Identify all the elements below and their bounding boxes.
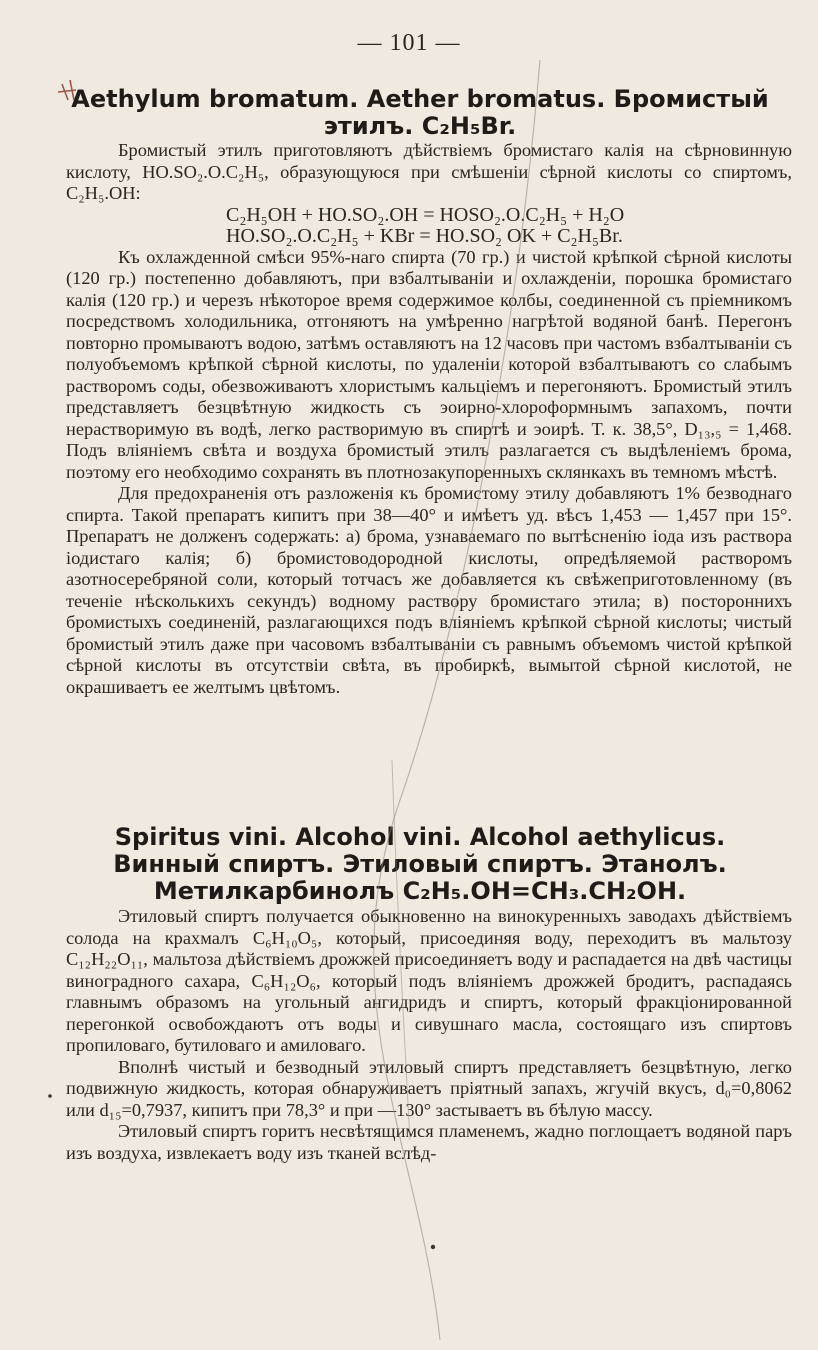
reaction-formula-1: C₂H₅OH + HO.SO₂.OH = HOSO₂.O.C₂H₅ + H₂O xyxy=(226,203,625,226)
section1-body xyxy=(66,140,792,698)
section1-title-line1: Aethylum bromatum. Aether bromatus. Бромистый xyxy=(71,85,769,113)
page-number: — 101 — xyxy=(357,30,461,56)
section2-heading xyxy=(40,824,800,905)
section1-paragraph-1: Бромистый этилъ приготовляютъ дѣйствіемъ бромистаго калія на сѣрновинную кислоту, HO.SO₂.O.C₂H₅, образующуюся при смѣшеніи сѣрной кислоты со спиртомъ, C₂H₅.OH: xyxy=(66,140,792,203)
section1-paragraph-2: Къ охлажденной смѣси 95%-наго спирта (70 гр.) и чистой крѣпкой сѣрной кислоты (120 гр.) постепенно добавляютъ, при взбалтываніи и охлажденіи, порошка бромистаго калія (120 гр.) и черезъ нѣкоторое время содержимое колбы, соединенной съ пріемникомъ посредствомъ холодильника, отгоняютъ на умѣренно нагрѣтой водяной банѣ. Перегонъ повторно промываютъ водою, затѣмъ оставляютъ на 12 часовъ при частомъ взбалтываніи съ полуобъемомъ крѣпкой сѣрной кислоты, по удаленіи которой взбалтываютъ со слабымъ растворомъ соды, обезвоживаютъ хлористымъ кальціемъ и перегоняютъ. Бромистый этилъ представляетъ безцвѣтную жидкость съ эоирно-хлороформнымъ запахомъ, почти нерастворимую въ водѣ, легко растворимую въ спиртѣ и эоирѣ. Т. к. 38,5°, D₁₃,₅ = 1,468. Подъ вліяніемъ свѣта и воздуха бромистый этилъ разлагается съ выдѣленіемъ брома, поэтому его необходимо сохранять въ плотнозакупоренныхъ склянкахъ въ темномъ мѣстѣ. xyxy=(66,246,792,482)
section2-title-line2: Винный спиртъ. Этиловый спиртъ. Этанолъ. xyxy=(113,850,727,878)
section2-body xyxy=(66,906,792,1164)
section2-paragraph-1: Этиловый спиртъ получается обыкновенно на винокуренныхъ заводахъ дѣйствіемъ солода на крахмалъ C₆H₁₀O₅, который, присоединяя воду, переходитъ въ мальтозу C₁₂H₂₂O₁₁, мальтоза дѣйствіемъ дрожжей присоединяетъ воду и распадается на двѣ частицы виноградного сахара, C₆H₁₂O₆, который подъ вліяніемъ дрожжей бродитъ, распадаясь главнымъ образомъ на угольный ангидридъ и спиртъ, который фракціонированной перегонкой освобождаютъ отъ воды и сивушнаго масла, состоящаго изъ спиртовъ пропиловаго, бутиловаго и амиловаго. xyxy=(66,906,792,1055)
section1-heading xyxy=(40,86,800,140)
ink-dot-icon xyxy=(48,1094,52,1098)
reaction-formula-2: HO.SO₂.O.C₂H₅ + KBr = HO.SO₂ OK + C₂H₅Br. xyxy=(226,224,623,247)
section2-paragraph-2: Вполнѣ чистый и безводный этиловый спиртъ представляетъ безцвѣтную, легко подвижную жидкость, которая обнаруживаетъ пріятный запахъ, жгучій вкусъ, d₀=0,8062 или d₁₅=0,7937, кипитъ при 78,3° и при —130° застываетъ въ бѣлую массу. xyxy=(66,1056,792,1120)
ink-dot-icon xyxy=(431,1245,435,1249)
section2-paragraph-3: Этиловый спиртъ горитъ несвѣтящимся пламенемъ, жадно поглощаетъ водяной паръ изъ воздуха, извлекаетъ воду изъ тканей вслѣд- xyxy=(66,1121,792,1163)
section2-title-line3: Метилкарбинолъ C₂H₅.OH=CH₃.CH₂OH. xyxy=(153,877,687,905)
section2-title-line1: Spiritus vini. Alcohol vini. Alcohol aethylicus. xyxy=(114,823,726,851)
section1-title-line2: этилъ. C₂H₅Br. xyxy=(323,112,517,140)
section1-paragraph-3: Для предохраненія отъ разложенія къ бромистому этилу добавляютъ 1% безводнаго спирта. Такой препаратъ кипитъ при 38—40° и имѣетъ уд. вѣсъ 1,453 — 1,457 при 15°. Препаратъ не долженъ содержать: а) брома, узнаваемаго по вытѣсненію іода изъ раствора іодистаго калія; б) бромистоводородной кислоты, опредѣляемой растворомъ азотносеребряной соли, который тотчасъ же добавляется къ свѣжеприготовленному (въ теченіе нѣсколькихъ секундъ) водному раствору бромистаго этила; в) постороннихъ бромистыхъ соединеній, разлагающихся подъ вліяніемъ крѣпкой сѣрной кислоты; чистый бромистый этилъ даже при часовомъ взбалтываніи съ равнымъ объемомъ чистой крѣпкой сѣрной кислоты въ отсутствіи свѣта, въ пробиркѣ, вымытой сѣрной кислотой, не окрашиваетъ ее желтымъ цвѣтомъ. xyxy=(66,483,792,697)
